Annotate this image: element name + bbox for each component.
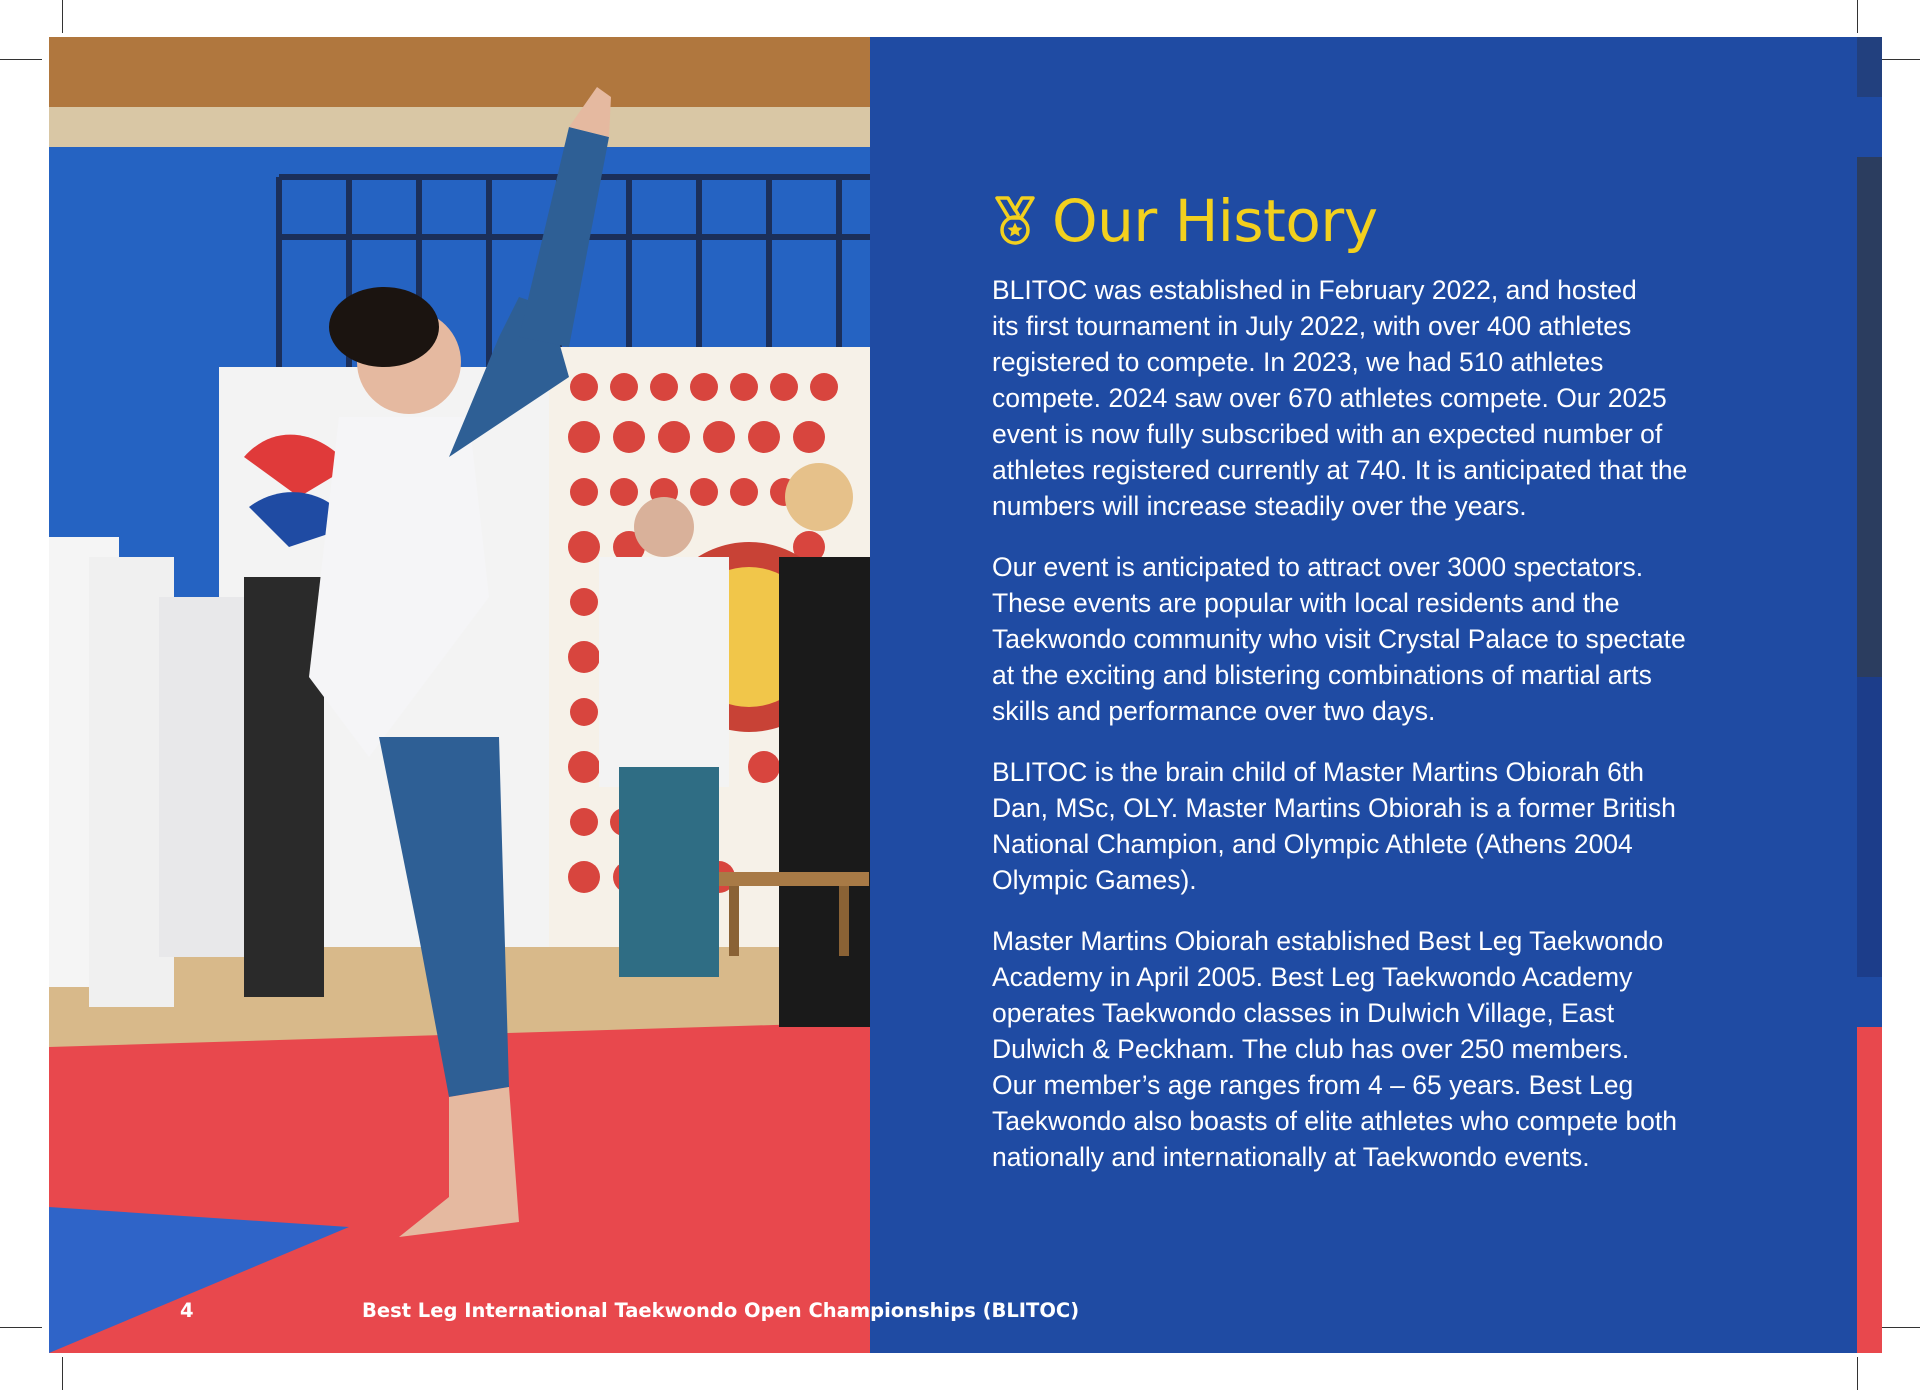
- page-number: 4: [180, 1299, 194, 1322]
- paragraph-spectators: Our event is anticipated to attract over 3000 spectators. These events are popular with local residents and the Taekwondo community who visit Crystal Palace to spectate at the exciting and blistering combinations of martial arts skills and performance over two days.: [992, 552, 1686, 726]
- right-bleed-strip: [1857, 37, 1882, 1353]
- section-heading: [992, 187, 1378, 255]
- history-panel: [870, 37, 1857, 1353]
- paragraph-founder: BLITOC is the brain child of Master Martins Obiorah 6th Dan, MSc, OLY. Master Martins Obiorah is a former British National Champion, and Olympic Athlete (Athens 2004 Olympic Games).: [992, 757, 1676, 895]
- crop-mark: [1857, 1357, 1858, 1390]
- taekwondo-photo: [49, 37, 871, 1353]
- paragraph-founding: BLITOC was established in February 2022, and hosted its first tournament in July 2022, with over 400 athletes registered to compete. In 2023, we had 510 athletes compete. 2024 saw over 670 athletes compete. Our 2025 event is now fully subscribed with an expected number of athletes registered currently at 740. It is anticipated that the numbers will increase steadily over the years.: [992, 275, 1688, 521]
- crop-mark: [1878, 59, 1920, 60]
- crop-mark: [0, 59, 42, 60]
- medal-icon: [992, 196, 1038, 246]
- page-spread: [49, 37, 1882, 1353]
- page-title: Our History: [1052, 187, 1378, 255]
- paragraph-academy: Master Martins Obiorah established Best Leg Taekwondo Academy in April 2005. Best Leg Taekwondo Academy operates Taekwondo classes in Dulwich Village, East Dulwich & Peckham. The club has over 250 members. Our member’s age ranges from 4 – 65 years. Best Leg Taekwondo also boasts of elite athletes who compete both nationally and internationally at Taekwondo events.: [992, 926, 1678, 1172]
- crop-mark: [62, 0, 63, 33]
- crop-mark: [1878, 1327, 1920, 1328]
- history-text: [992, 272, 1812, 1200]
- crop-mark: [1857, 0, 1858, 33]
- crop-mark: [62, 1357, 63, 1390]
- crop-mark: [0, 1327, 42, 1328]
- running-title: Best Leg International Taekwondo Open Championships (BLITOC): [362, 1299, 1080, 1322]
